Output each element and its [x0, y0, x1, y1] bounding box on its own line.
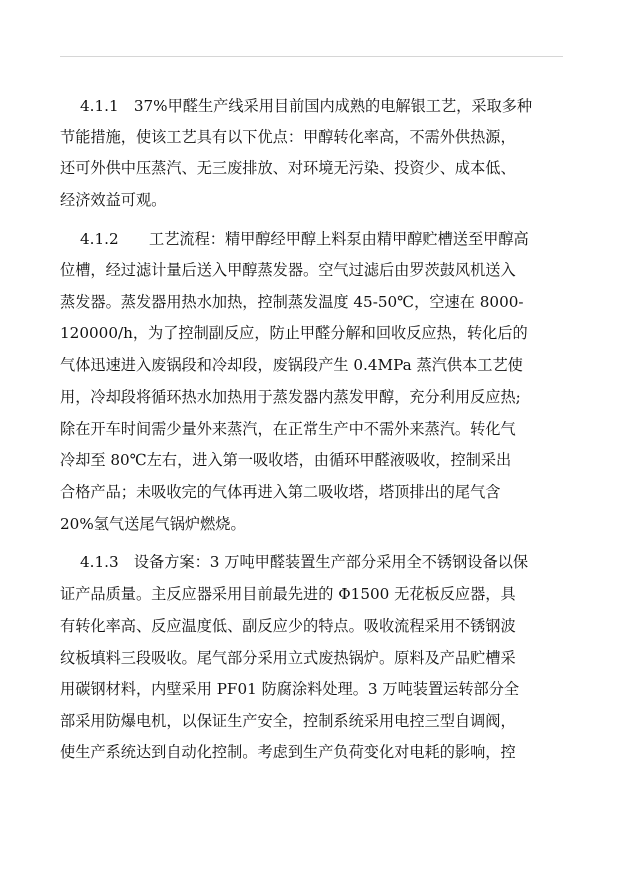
text-line: 用，冷却段将循环热水加热用于蒸发器内蒸发甲醇，充分利用反应热; — [60, 388, 521, 406]
text-line: 纹板填料三段吸收。尾气部分采用立式废热锅炉。原料及产品贮槽采 — [60, 649, 516, 667]
text-line: 合格产品；未吸收完的气体再进入第二吸收塔，塔顶排出的尾气含 — [60, 483, 501, 501]
text-line: 部采用防爆电机，以保证生产安全，控制系统采用电控三型自调阀， — [60, 712, 516, 730]
text-line: 还可外供中压蒸汽、无三废排放、对环境无污染、投资少、成本低、 — [60, 159, 516, 177]
text-line: 除在开车时间需少量外来蒸汽，在正常生产中不需外来蒸汽。转化气 — [60, 420, 516, 438]
text-line: 20%氢气送尾气锅炉燃烧。 — [60, 515, 246, 533]
text-line: 经济效益可观。 — [60, 191, 167, 209]
text-line: 用碳钢材料，内壁采用 PF01 防腐涂料处理。3 万吨装置运转部分全 — [60, 680, 520, 698]
text-line: 气体迅速进入废锅段和冷却段，废锅段产生 0.4MPa 蒸汽供本工艺使 — [60, 356, 523, 374]
text-line: 证产品质量。主反应器采用目前最先进的 Φ1500 无花板反应器，具 — [60, 585, 516, 603]
text-line: 冷却至 80℃左右，进入第一吸收塔，由循环甲醛液吸收，控制采出 — [60, 451, 512, 469]
text-line: 120000/h，为了控制副反应，防止甲醛分解和回收反应热，转化后的 — [60, 324, 528, 342]
text-line: 4.1.1 37%甲醛生产线采用目前国内成熟的电解银工艺，采取多种 — [80, 97, 533, 115]
text-line: 有转化率高、反应温度低、副反应少的特点。吸收流程采用不锈钢波 — [60, 617, 516, 635]
text-line: 4.1.2 工艺流程：精甲醇经甲醇上料泵由精甲醇贮槽送至甲醇高 — [80, 230, 529, 248]
text-line: 使生产系统达到自动化控制。考虑到生产负荷变化对电耗的影响，控 — [60, 743, 516, 761]
text-line: 节能措施，使该工艺具有以下优点：甲醇转化率高，不需外供热源， — [60, 128, 516, 146]
text-line: 4.1.3 设备方案：3 万吨甲醛装置生产部分采用全不锈钢设备以保 — [80, 553, 529, 571]
text-line: 位槽，经过滤计量后送入甲醇蒸发器。空气过滤后由罗茨鼓风机送入 — [60, 261, 516, 279]
text-line: 蒸发器。蒸发器用热水加热，控制蒸发温度 45-50℃，空速在 8000- — [60, 293, 524, 311]
header-divider — [60, 56, 563, 57]
